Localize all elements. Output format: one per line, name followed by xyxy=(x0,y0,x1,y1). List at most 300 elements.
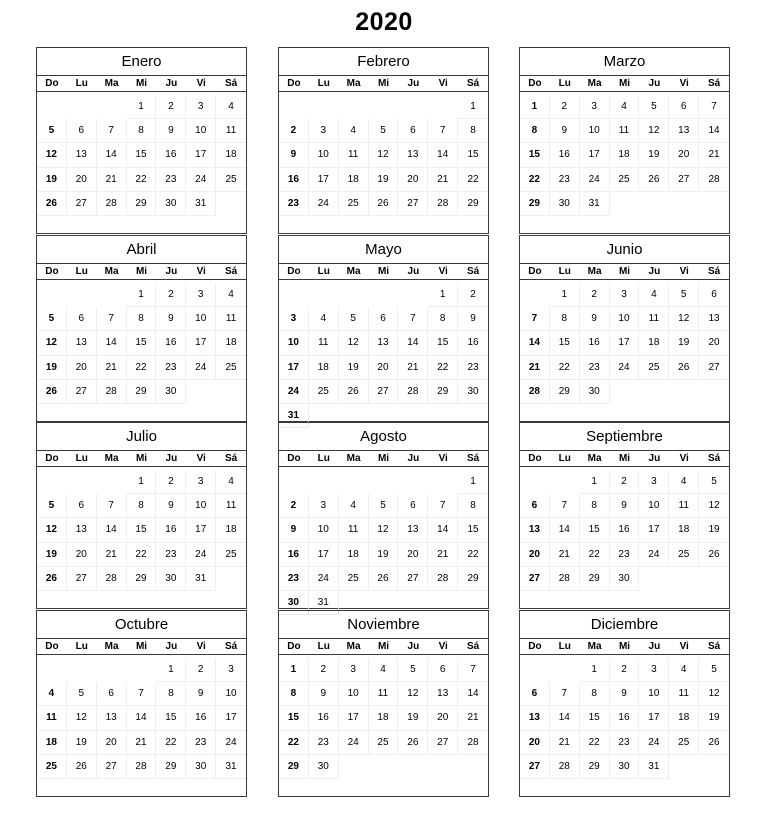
day-cell: 7 xyxy=(398,307,428,331)
day-cell: 30 xyxy=(156,192,186,216)
weekday-header xyxy=(279,639,488,655)
day-cell: 28 xyxy=(428,192,458,216)
day-cell: 15 xyxy=(127,331,157,355)
empty-day-cell xyxy=(369,95,399,119)
day-cell: 16 xyxy=(156,331,186,355)
day-cell: 24 xyxy=(279,380,309,404)
day-cell: 1 xyxy=(127,470,157,494)
day-cell: 11 xyxy=(216,307,246,331)
day-cell: 11 xyxy=(669,682,699,706)
days-grid xyxy=(37,655,246,803)
weekday-label: Lu xyxy=(75,453,88,464)
empty-day-cell xyxy=(520,470,550,494)
day-cell: 30 xyxy=(610,567,640,591)
day-cell: 6 xyxy=(97,682,127,706)
day-cell: 23 xyxy=(279,567,309,591)
weekday-label: Mi xyxy=(135,641,148,652)
day-cell: 28 xyxy=(428,567,458,591)
empty-day-cell xyxy=(279,283,309,307)
empty-day-cell xyxy=(156,779,186,803)
day-cell: 29 xyxy=(458,567,488,591)
day-cell: 21 xyxy=(458,706,488,730)
day-cell: 18 xyxy=(37,731,67,755)
empty-day-cell xyxy=(639,192,669,216)
day-cell: 29 xyxy=(127,380,157,404)
day-cell: 1 xyxy=(127,95,157,119)
empty-day-cell xyxy=(369,779,399,803)
day-cell: 14 xyxy=(428,518,458,542)
day-cell: 27 xyxy=(67,192,97,216)
day-cell: 12 xyxy=(67,706,97,730)
weekday-label: Lu xyxy=(75,78,88,89)
day-cell: 2 xyxy=(309,658,339,682)
day-cell: 15 xyxy=(127,518,157,542)
day-cell: 15 xyxy=(127,143,157,167)
day-cell: 16 xyxy=(186,706,216,730)
days-grid xyxy=(520,655,729,803)
weekday-header xyxy=(37,264,246,280)
weekday-label: Ju xyxy=(648,78,661,89)
weekday-label: Sá xyxy=(466,266,480,277)
empty-day-cell xyxy=(97,95,127,119)
day-cell: 22 xyxy=(127,356,157,380)
weekday-label: Sá xyxy=(224,453,238,464)
days-grid xyxy=(279,280,488,428)
day-cell: 3 xyxy=(339,658,369,682)
weekday-label: Ju xyxy=(165,641,178,652)
day-cell: 19 xyxy=(37,356,67,380)
day-cell: 30 xyxy=(156,380,186,404)
day-cell: 7 xyxy=(550,494,580,518)
day-cell: 30 xyxy=(309,755,339,779)
day-cell: 23 xyxy=(550,168,580,192)
weekday-label: Sá xyxy=(224,641,238,652)
month-name: Agosto xyxy=(279,423,488,451)
empty-day-cell xyxy=(67,658,97,682)
days-grid xyxy=(279,92,488,240)
weekday-label: Vi xyxy=(196,78,206,89)
day-cell: 29 xyxy=(127,567,157,591)
weekday-label: Sá xyxy=(466,641,480,652)
day-cell: 12 xyxy=(699,494,729,518)
day-cell: 17 xyxy=(339,706,369,730)
empty-day-cell xyxy=(639,567,669,591)
day-cell: 14 xyxy=(699,119,729,143)
day-cell: 2 xyxy=(550,95,580,119)
weekday-label: Sá xyxy=(224,266,238,277)
empty-day-cell xyxy=(550,470,580,494)
weekday-label: Mi xyxy=(618,641,631,652)
day-cell: 14 xyxy=(428,143,458,167)
day-cell: 1 xyxy=(428,283,458,307)
month-calendar xyxy=(36,235,247,422)
weekday-label: Mi xyxy=(377,266,390,277)
weekday-label: Lu xyxy=(317,78,330,89)
day-cell: 2 xyxy=(458,283,488,307)
day-cell: 26 xyxy=(639,168,669,192)
empty-day-cell xyxy=(639,779,669,803)
day-cell: 11 xyxy=(216,119,246,143)
day-cell: 26 xyxy=(699,543,729,567)
weekday-label: Do xyxy=(45,453,59,464)
day-cell: 21 xyxy=(550,543,580,567)
day-cell: 9 xyxy=(309,682,339,706)
day-cell: 1 xyxy=(580,658,610,682)
empty-day-cell xyxy=(669,192,699,216)
day-cell: 22 xyxy=(580,731,610,755)
day-cell: 11 xyxy=(639,307,669,331)
empty-day-cell xyxy=(279,95,309,119)
days-grid xyxy=(520,467,729,615)
day-cell: 29 xyxy=(428,380,458,404)
empty-day-cell xyxy=(216,779,246,803)
day-cell: 23 xyxy=(279,192,309,216)
day-cell: 28 xyxy=(97,380,127,404)
day-cell: 20 xyxy=(67,356,97,380)
day-cell: 9 xyxy=(279,143,309,167)
day-cell: 26 xyxy=(339,380,369,404)
weekday-label: Mi xyxy=(135,266,148,277)
day-cell: 17 xyxy=(186,518,216,542)
day-cell: 30 xyxy=(580,380,610,404)
empty-day-cell xyxy=(669,380,699,404)
day-cell: 27 xyxy=(520,755,550,779)
weekday-header xyxy=(37,76,246,92)
weekday-label: Ma xyxy=(346,641,361,652)
day-cell: 24 xyxy=(580,168,610,192)
empty-day-cell xyxy=(369,755,399,779)
day-cell: 3 xyxy=(309,119,339,143)
weekday-label: Do xyxy=(45,78,59,89)
day-cell: 26 xyxy=(369,192,399,216)
day-cell: 11 xyxy=(37,706,67,730)
day-cell: 19 xyxy=(639,143,669,167)
day-cell: 5 xyxy=(37,307,67,331)
day-cell: 2 xyxy=(610,658,640,682)
days-grid xyxy=(37,467,246,615)
day-cell: 15 xyxy=(550,331,580,355)
month-name: Julio xyxy=(37,423,246,451)
day-cell: 1 xyxy=(127,283,157,307)
day-cell: 4 xyxy=(216,283,246,307)
empty-day-cell xyxy=(520,779,550,803)
day-cell: 4 xyxy=(339,494,369,518)
day-cell: 3 xyxy=(639,658,669,682)
day-cell: 17 xyxy=(309,168,339,192)
year-title: 2020 xyxy=(355,8,413,36)
weekday-label: Lu xyxy=(558,266,571,277)
day-cell: 18 xyxy=(216,518,246,542)
day-cell: 26 xyxy=(699,731,729,755)
day-cell: 11 xyxy=(669,494,699,518)
day-cell: 18 xyxy=(339,543,369,567)
month-name: Junio xyxy=(520,236,729,264)
day-cell: 9 xyxy=(156,119,186,143)
day-cell: 12 xyxy=(699,682,729,706)
weekday-header xyxy=(520,451,729,467)
day-cell: 30 xyxy=(279,591,309,615)
day-cell: 21 xyxy=(97,356,127,380)
empty-day-cell xyxy=(127,658,157,682)
day-cell: 5 xyxy=(699,470,729,494)
weekday-label: Do xyxy=(528,266,542,277)
day-cell: 9 xyxy=(279,518,309,542)
month-calendar xyxy=(36,422,247,609)
month-calendar xyxy=(519,235,730,422)
day-cell: 10 xyxy=(580,119,610,143)
days-grid xyxy=(279,467,488,615)
empty-day-cell xyxy=(550,658,580,682)
day-cell: 25 xyxy=(669,543,699,567)
day-cell: 25 xyxy=(216,168,246,192)
day-cell: 14 xyxy=(398,331,428,355)
day-cell: 20 xyxy=(97,731,127,755)
month-name: Octubre xyxy=(37,611,246,639)
day-cell: 31 xyxy=(309,591,339,615)
weekday-label: Sá xyxy=(707,453,721,464)
day-cell: 13 xyxy=(669,119,699,143)
day-cell: 29 xyxy=(458,192,488,216)
day-cell: 6 xyxy=(699,283,729,307)
weekday-label: Vi xyxy=(679,266,689,277)
day-cell: 17 xyxy=(580,143,610,167)
empty-day-cell xyxy=(669,755,699,779)
day-cell: 13 xyxy=(520,518,550,542)
day-cell: 14 xyxy=(127,706,157,730)
weekday-label: Mi xyxy=(377,78,390,89)
day-cell: 14 xyxy=(550,706,580,730)
weekday-label: Mi xyxy=(618,266,631,277)
weekday-label: Ju xyxy=(648,453,661,464)
empty-day-cell xyxy=(520,658,550,682)
day-cell: 25 xyxy=(610,168,640,192)
empty-day-cell xyxy=(97,658,127,682)
day-cell: 17 xyxy=(186,143,216,167)
day-cell: 7 xyxy=(127,682,157,706)
weekday-label: Vi xyxy=(438,641,448,652)
day-cell: 15 xyxy=(458,143,488,167)
empty-day-cell xyxy=(339,779,369,803)
empty-day-cell xyxy=(216,192,246,216)
day-cell: 28 xyxy=(458,731,488,755)
day-cell: 3 xyxy=(216,658,246,682)
day-cell: 10 xyxy=(186,119,216,143)
weekday-label: Sá xyxy=(707,641,721,652)
month-calendar xyxy=(36,47,247,234)
day-cell: 11 xyxy=(216,494,246,518)
empty-day-cell xyxy=(398,755,428,779)
month-calendar xyxy=(36,610,247,797)
empty-day-cell xyxy=(37,470,67,494)
day-cell: 20 xyxy=(699,331,729,355)
day-cell: 19 xyxy=(37,168,67,192)
day-cell: 4 xyxy=(369,658,399,682)
weekday-label: Lu xyxy=(317,266,330,277)
day-cell: 24 xyxy=(639,731,669,755)
weekday-label: Do xyxy=(287,641,301,652)
day-cell: 6 xyxy=(67,307,97,331)
empty-day-cell xyxy=(669,779,699,803)
day-cell: 29 xyxy=(520,192,550,216)
day-cell: 21 xyxy=(97,168,127,192)
day-cell: 15 xyxy=(428,331,458,355)
weekday-label: Ma xyxy=(587,641,602,652)
day-cell: 9 xyxy=(458,307,488,331)
day-cell: 3 xyxy=(580,95,610,119)
day-cell: 28 xyxy=(520,380,550,404)
day-cell: 26 xyxy=(398,731,428,755)
day-cell: 13 xyxy=(67,331,97,355)
empty-day-cell xyxy=(67,95,97,119)
day-cell: 21 xyxy=(428,168,458,192)
weekday-label: Ma xyxy=(346,78,361,89)
day-cell: 29 xyxy=(550,380,580,404)
day-cell: 8 xyxy=(520,119,550,143)
weekday-label: Mi xyxy=(135,78,148,89)
day-cell: 10 xyxy=(639,682,669,706)
day-cell: 9 xyxy=(610,494,640,518)
month-name: Diciembre xyxy=(520,611,729,639)
weekday-label: Do xyxy=(287,266,301,277)
day-cell: 9 xyxy=(186,682,216,706)
empty-day-cell xyxy=(580,779,610,803)
day-cell: 7 xyxy=(97,494,127,518)
day-cell: 13 xyxy=(520,706,550,730)
day-cell: 5 xyxy=(639,95,669,119)
day-cell: 8 xyxy=(550,307,580,331)
day-cell: 12 xyxy=(37,143,67,167)
empty-day-cell xyxy=(339,470,369,494)
day-cell: 30 xyxy=(186,755,216,779)
day-cell: 22 xyxy=(156,731,186,755)
day-cell: 3 xyxy=(186,95,216,119)
day-cell: 12 xyxy=(669,307,699,331)
empty-day-cell xyxy=(669,567,699,591)
day-cell: 29 xyxy=(156,755,186,779)
day-cell: 16 xyxy=(156,143,186,167)
day-cell: 24 xyxy=(610,356,640,380)
day-cell: 25 xyxy=(339,567,369,591)
day-cell: 24 xyxy=(309,567,339,591)
day-cell: 18 xyxy=(339,168,369,192)
empty-day-cell xyxy=(67,470,97,494)
day-cell: 12 xyxy=(369,518,399,542)
day-cell: 22 xyxy=(458,543,488,567)
day-cell: 29 xyxy=(580,755,610,779)
day-cell: 24 xyxy=(339,731,369,755)
day-cell: 2 xyxy=(156,283,186,307)
day-cell: 31 xyxy=(279,404,309,428)
empty-day-cell xyxy=(279,779,309,803)
day-cell: 4 xyxy=(216,470,246,494)
weekday-label: Do xyxy=(528,78,542,89)
day-cell: 13 xyxy=(67,143,97,167)
day-cell: 25 xyxy=(369,731,399,755)
day-cell: 17 xyxy=(639,706,669,730)
day-cell: 23 xyxy=(156,356,186,380)
day-cell: 7 xyxy=(97,307,127,331)
day-cell: 9 xyxy=(156,307,186,331)
day-cell: 12 xyxy=(398,682,428,706)
day-cell: 27 xyxy=(398,567,428,591)
day-cell: 10 xyxy=(186,307,216,331)
weekday-label: Sá xyxy=(224,78,238,89)
empty-day-cell xyxy=(339,755,369,779)
day-cell: 23 xyxy=(610,543,640,567)
day-cell: 22 xyxy=(580,543,610,567)
day-cell: 24 xyxy=(186,168,216,192)
day-cell: 27 xyxy=(97,755,127,779)
day-cell: 15 xyxy=(279,706,309,730)
day-cell: 30 xyxy=(458,380,488,404)
empty-day-cell xyxy=(97,779,127,803)
empty-day-cell xyxy=(309,470,339,494)
day-cell: 29 xyxy=(279,755,309,779)
month-name: Mayo xyxy=(279,236,488,264)
day-cell: 23 xyxy=(309,731,339,755)
weekday-label: Do xyxy=(45,641,59,652)
day-cell: 26 xyxy=(669,356,699,380)
empty-day-cell xyxy=(369,283,399,307)
month-name: Enero xyxy=(37,48,246,76)
day-cell: 4 xyxy=(669,658,699,682)
day-cell: 26 xyxy=(369,567,399,591)
day-cell: 21 xyxy=(520,356,550,380)
weekday-label: Ju xyxy=(648,641,661,652)
day-cell: 14 xyxy=(550,518,580,542)
empty-day-cell xyxy=(339,95,369,119)
day-cell: 17 xyxy=(639,518,669,542)
day-cell: 23 xyxy=(156,543,186,567)
day-cell: 2 xyxy=(156,470,186,494)
day-cell: 20 xyxy=(369,356,399,380)
day-cell: 14 xyxy=(97,518,127,542)
day-cell: 24 xyxy=(309,192,339,216)
days-grid xyxy=(37,280,246,428)
day-cell: 20 xyxy=(428,706,458,730)
day-cell: 28 xyxy=(97,192,127,216)
day-cell: 10 xyxy=(186,494,216,518)
empty-day-cell xyxy=(610,779,640,803)
month-name: Marzo xyxy=(520,48,729,76)
day-cell: 6 xyxy=(67,494,97,518)
day-cell: 2 xyxy=(580,283,610,307)
day-cell: 13 xyxy=(97,706,127,730)
day-cell: 8 xyxy=(458,119,488,143)
day-cell: 1 xyxy=(458,470,488,494)
day-cell: 12 xyxy=(639,119,669,143)
weekday-label: Vi xyxy=(438,453,448,464)
day-cell: 30 xyxy=(156,567,186,591)
month-name: Septiembre xyxy=(520,423,729,451)
day-cell: 16 xyxy=(550,143,580,167)
day-cell: 15 xyxy=(156,706,186,730)
weekday-label: Ju xyxy=(165,266,178,277)
day-cell: 13 xyxy=(398,143,428,167)
day-cell: 5 xyxy=(369,494,399,518)
weekday-header xyxy=(37,451,246,467)
weekday-label: Do xyxy=(287,453,301,464)
day-cell: 19 xyxy=(669,331,699,355)
day-cell: 5 xyxy=(669,283,699,307)
day-cell: 2 xyxy=(156,95,186,119)
weekday-header xyxy=(520,264,729,280)
day-cell: 13 xyxy=(428,682,458,706)
empty-day-cell xyxy=(610,380,640,404)
day-cell: 19 xyxy=(67,731,97,755)
day-cell: 28 xyxy=(398,380,428,404)
day-cell: 19 xyxy=(699,706,729,730)
